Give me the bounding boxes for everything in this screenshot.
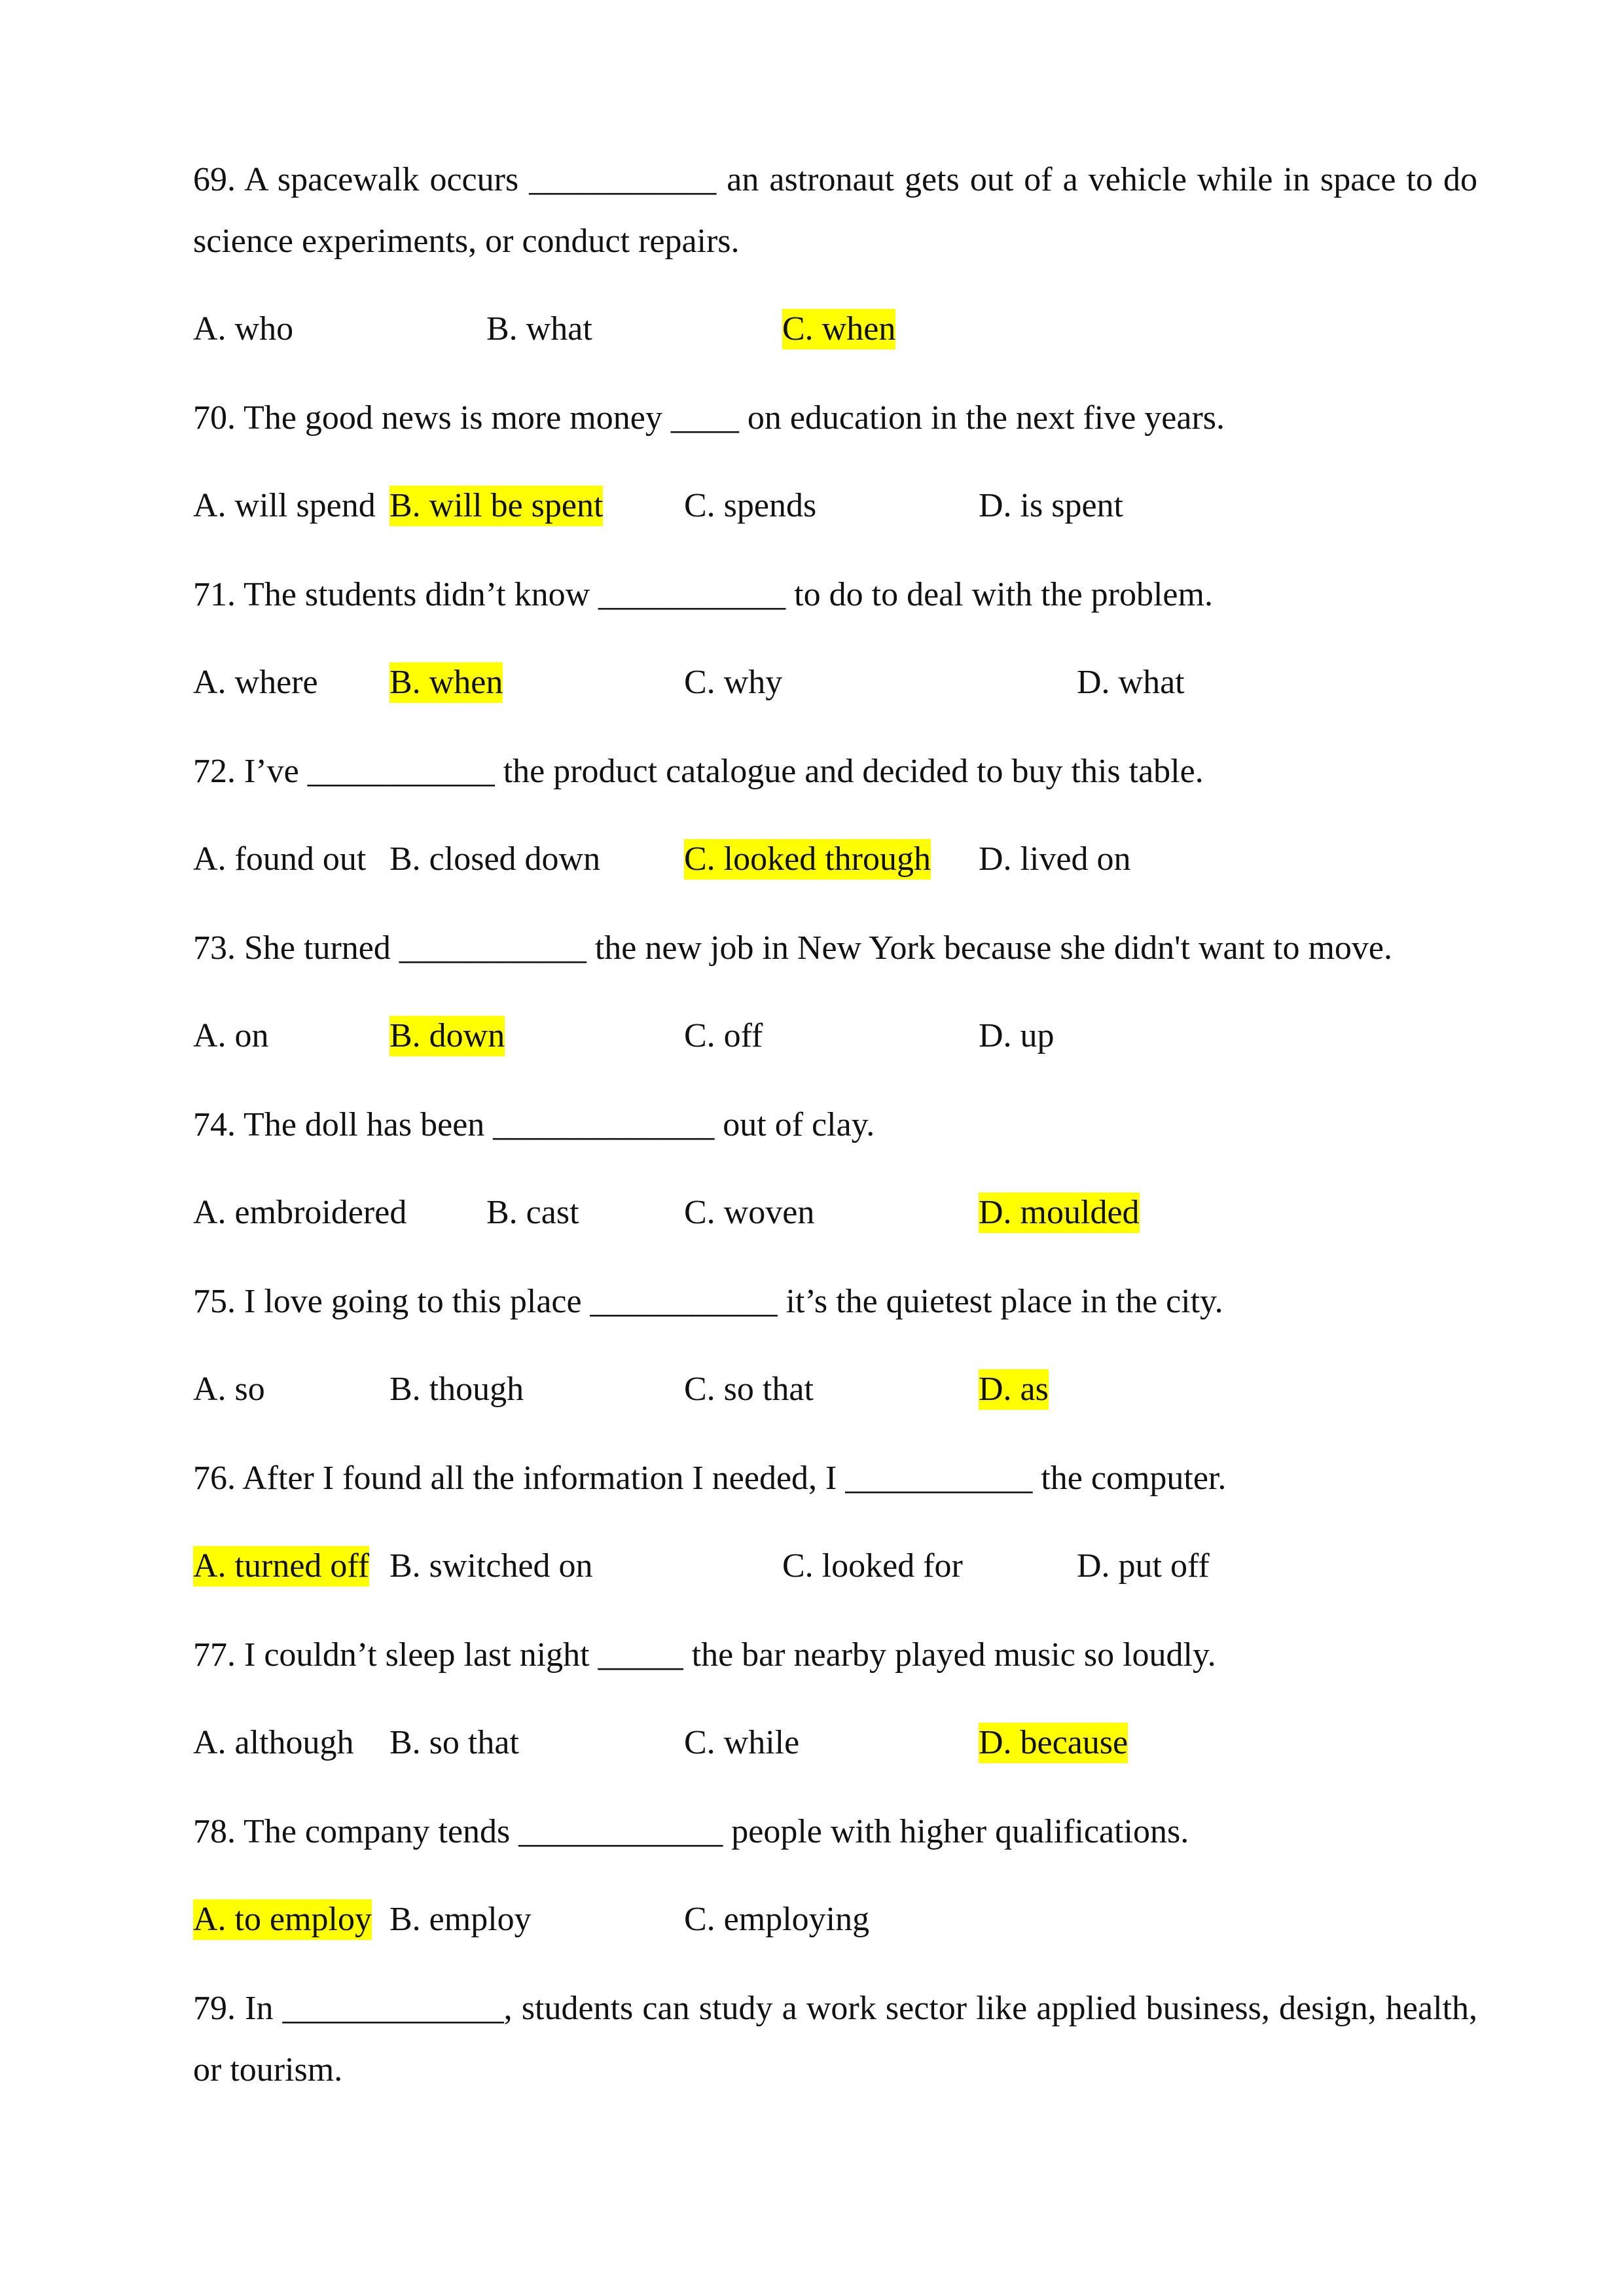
option-73-c: C. off <box>684 1017 763 1054</box>
option-72-c-highlighted: C. looked through <box>684 839 931 880</box>
question-69-text: 69. A spacewalk occurs ___________ an astronaut gets out of a vehicle while in space to do science experiments, or conduct repairs. <box>193 161 1477 260</box>
option-78-b: B. employ <box>389 1901 532 1938</box>
option-77-c: C. while <box>684 1724 800 1761</box>
question-78-text: 78. The company tends ____________ people with higher qualifications. <box>193 1813 1189 1850</box>
option-70-c: C. spends <box>684 487 817 524</box>
question-69-options <box>193 298 1477 360</box>
option-74-c: C. woven <box>684 1194 815 1231</box>
option-76-d: D. put off <box>1077 1547 1210 1585</box>
option-72-d: D. lived on <box>979 840 1131 878</box>
question-77-options <box>193 1712 1477 1774</box>
question-71-text: 71. The students didn’t know ___________ to do to deal with the problem. <box>193 576 1213 613</box>
option-75-b: B. though <box>389 1371 524 1408</box>
option-72-b: B. closed down <box>389 840 601 878</box>
option-73-a: A. on <box>193 1017 269 1054</box>
question-74-text: 74. The doll has been _____________ out of clay. <box>193 1106 875 1143</box>
option-78-c: C. employing <box>684 1901 870 1938</box>
option-75-c: C. so that <box>684 1371 814 1408</box>
option-75-a: A. so <box>193 1371 265 1408</box>
option-76-c: C. looked for <box>782 1547 963 1585</box>
question-70-options <box>193 475 1477 537</box>
question-79-text: 79. In _____________, students can study a work sector like applied business, design, health, or tourism. <box>193 1990 1477 2089</box>
option-71-c: C. why <box>684 664 783 701</box>
option-72-a: A. found out <box>193 840 367 878</box>
option-73-d: D. up <box>979 1017 1055 1054</box>
option-78-a-highlighted: A. to employ <box>193 1899 372 1940</box>
option-74-d-highlighted: D. moulded <box>979 1193 1140 1233</box>
option-69-b: B. what <box>486 310 592 348</box>
question-78-options <box>193 1889 1477 1950</box>
question-74-options <box>193 1182 1477 1244</box>
option-70-b-highlighted: B. will be spent <box>389 486 603 526</box>
option-77-b: B. so that <box>389 1724 519 1761</box>
question-73-text: 73. She turned ___________ the new job in New York because she didn't want to move. <box>193 929 1393 967</box>
option-69-c-highlighted: C. when <box>782 309 895 350</box>
question-72-text: 72. I’ve ___________ the product catalogue and decided to buy this table. <box>193 753 1204 790</box>
option-77-d-highlighted: D. because <box>979 1723 1128 1763</box>
option-71-a: A. where <box>193 664 318 701</box>
question-77-text: 77. I couldn’t sleep last night _____ the bar nearby played music so loudly. <box>193 1636 1216 1674</box>
question-70-text: 70. The good news is more money ____ on education in the next five years. <box>193 399 1225 437</box>
option-74-a: A. embroidered <box>193 1194 407 1231</box>
question-75-text: 75. I love going to this place ___________ it’s the quietest place in the city. <box>193 1283 1223 1320</box>
option-76-b: B. switched on <box>389 1547 593 1585</box>
question-list <box>193 149 1477 2101</box>
question-72-options <box>193 829 1477 890</box>
option-71-d: D. what <box>1077 664 1185 701</box>
option-69-a: A. who <box>193 310 294 348</box>
option-77-a: A. although <box>193 1724 354 1761</box>
option-74-b: B. cast <box>486 1194 579 1231</box>
option-75-d-highlighted: D. as <box>979 1369 1049 1410</box>
option-71-b-highlighted: B. when <box>389 662 503 703</box>
option-76-a-highlighted: A. turned off <box>193 1546 369 1587</box>
question-76-options <box>193 1535 1477 1597</box>
question-75-options <box>193 1359 1477 1420</box>
option-73-b-highlighted: B. down <box>389 1016 505 1056</box>
question-76-text: 76. After I found all the information I needed, I ___________ the computer. <box>193 1460 1227 1497</box>
option-70-d: D. is spent <box>979 487 1123 524</box>
option-70-a: A. will spend <box>193 487 376 524</box>
question-73-options <box>193 1005 1477 1067</box>
question-71-options <box>193 652 1477 713</box>
